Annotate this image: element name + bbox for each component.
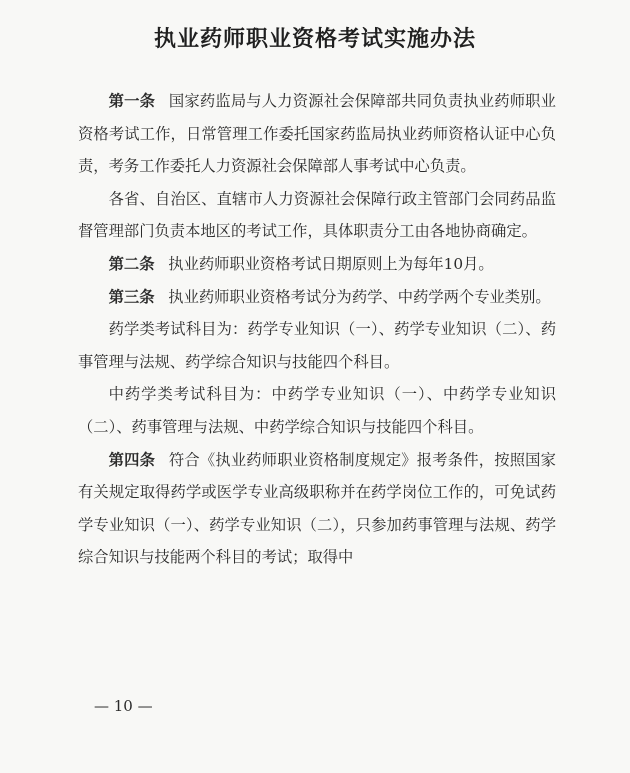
paragraph-text: 执业药师职业资格考试分为药学、中药学两个专业类别。 bbox=[168, 287, 551, 306]
paragraph-article-4 bbox=[78, 444, 556, 574]
paragraph-text: 药学类考试科目为：药学专业知识（一）、药学专业知识（二）、药事管理与法规、药学综合知识与技能四个科目。 bbox=[78, 320, 556, 371]
document-title: 执业药师职业资格考试实施办法 bbox=[153, 27, 476, 52]
document-body bbox=[78, 85, 556, 574]
paragraph-text: 国家药监局与人力资源社会保障部共同负责执业药师职业资格考试工作，日常管理工作委托国家药监局执业药师资格认证中心负责，考务工作委托人力资源社会保障部人事考试中心负责。 bbox=[78, 92, 556, 176]
article-label: 第四条 bbox=[108, 450, 156, 469]
paragraph-text: 各省、自治区、直辖市人力资源社会保障行政主管部门会同药品监督管理部门负责本地区的考试工作，具体职责分工由各地协商确定。 bbox=[78, 189, 556, 241]
page-number: — 10 — bbox=[94, 697, 153, 715]
paragraph-article-3 bbox=[78, 281, 556, 314]
article-label: 第三条 bbox=[108, 287, 155, 306]
paragraph-article-1-sub bbox=[78, 183, 556, 248]
paragraph-tcm-subjects bbox=[78, 378, 556, 443]
paragraph-text: 执业药师职业资格考试日期原则上为每年10月。 bbox=[168, 254, 494, 273]
paragraph-article-1 bbox=[78, 85, 556, 183]
paragraph-article-2 bbox=[78, 248, 556, 281]
paragraph-text: 中药学类考试科目为：中药学专业知识（一）、中药学专业知识（二）、药事管理与法规、中药学综合知识与技能四个科目。 bbox=[78, 385, 556, 436]
paragraph-pharmacy-subjects bbox=[78, 313, 556, 378]
article-label: 第二条 bbox=[108, 254, 155, 273]
paragraph-text: 符合《执业药师职业资格制度规定》报考条件，按照国家有关规定取得药学或医学专业高级职称并在药学岗位工作的，可免试药学专业知识（一）、药学专业知识（二），只参加药事管理与法规、药学综合知识与技能两个科目的考试；取得中 bbox=[78, 450, 556, 567]
article-label: 第一条 bbox=[108, 92, 156, 110]
